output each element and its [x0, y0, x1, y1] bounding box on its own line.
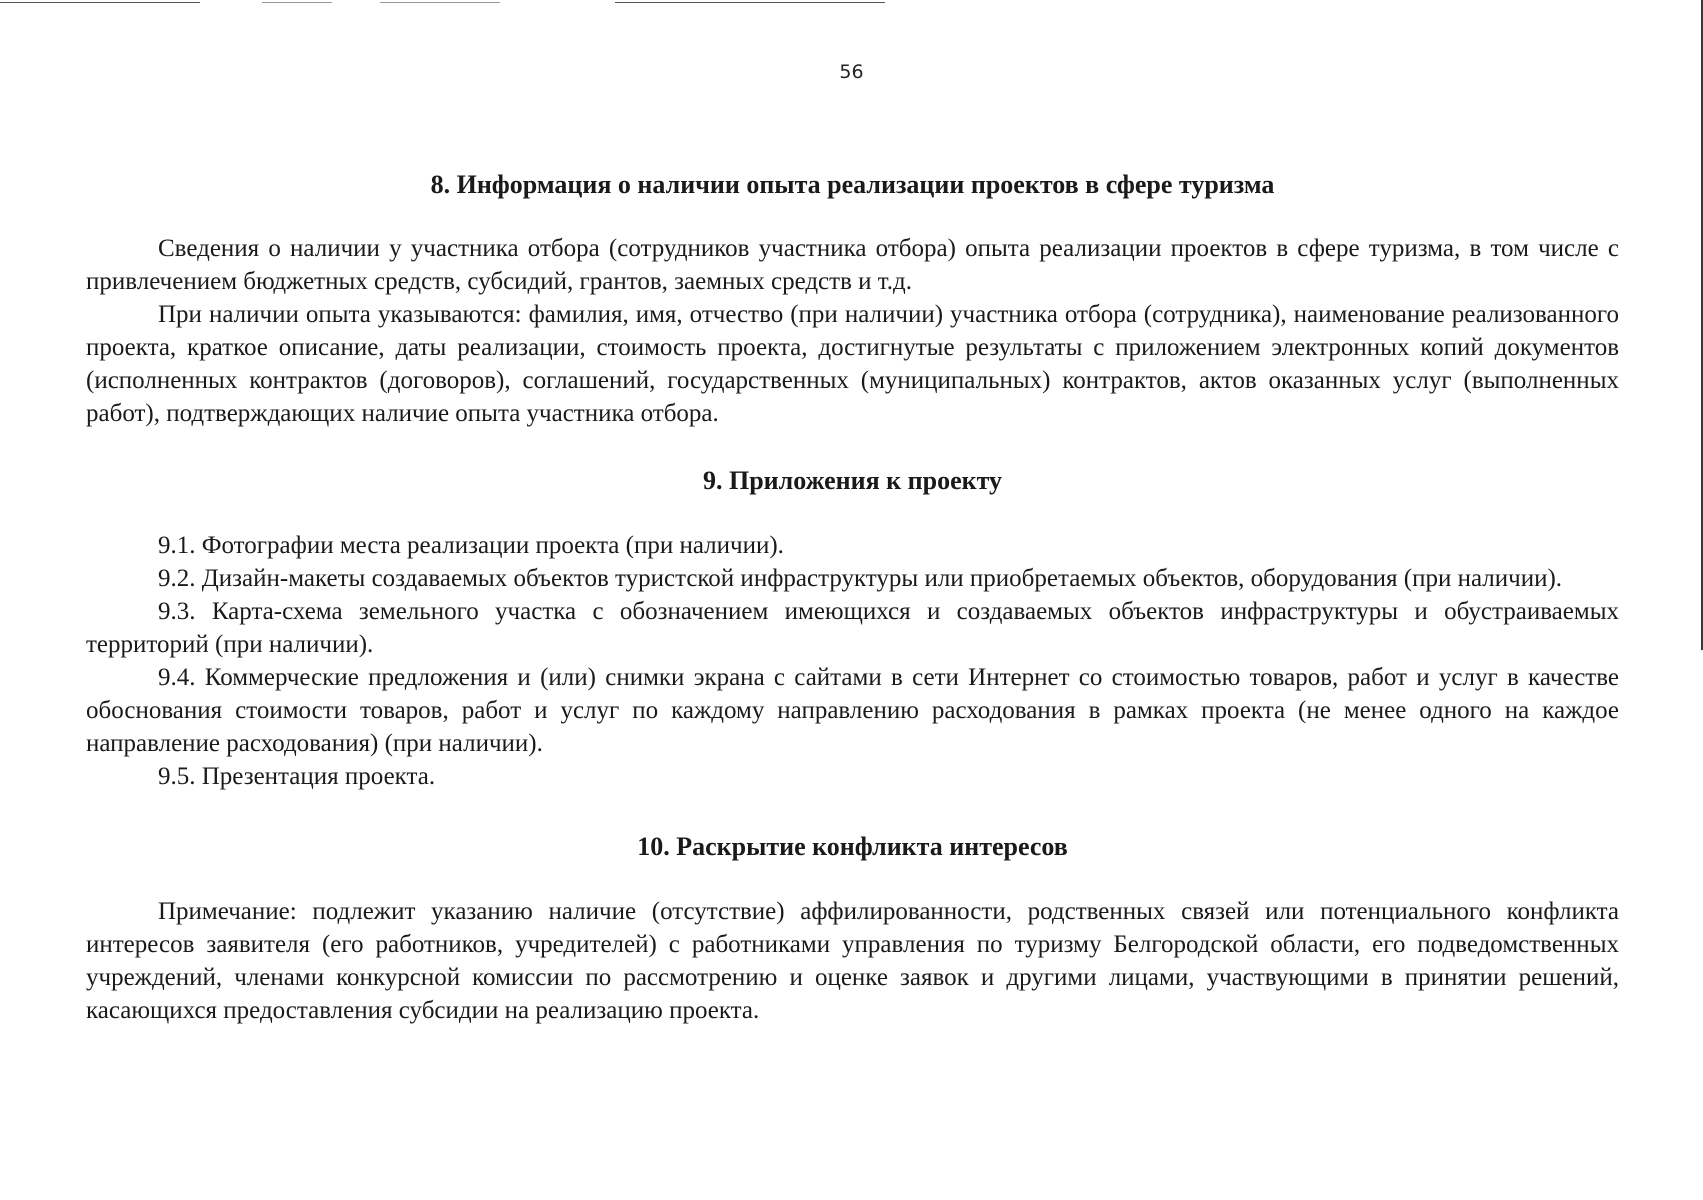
scan-artifact-line	[262, 2, 332, 3]
scan-artifact-line	[0, 2, 200, 3]
section-8-heading: 8. Информация о наличии опыта реализации проектов в сфере туризма	[430, 170, 1275, 199]
section-8-paragraph: Сведения о наличии у участника отбора (сотрудников участника отбора) опыта реализации проектов в сфере туризма, в том числе с привлечением бюджетных средств, субсидий, грантов, заемных средств и т.д.	[86, 235, 1619, 295]
document-body	[86, 168, 1619, 1027]
section-9-item: 9.3. Карта-схема земельного участка с обозначением имеющихся и создаваемых объектов инфраструктуры и обустраиваемых территорий (при наличии).	[86, 598, 1619, 658]
section-8-paragraph: При наличии опыта указываются: фамилия, имя, отчество (при наличии) участника отбора (сотрудника), наименование реализованного проекта, краткое описание, даты реализации, стоимость проекта, достигнутые результаты с приложением электронных копий документов (исполненных контрактов (договоров), соглашений, государственных (муниципальных) контрактов, актов оказанных услуг (выполненных работ), подтверждающих наличие опыта участника отбора.	[86, 301, 1619, 427]
page-number: 56	[839, 61, 864, 83]
section-9-item: 9.5. Презентация проекта.	[158, 763, 436, 790]
section-9-item: 9.2. Дизайн-макеты создаваемых объектов туристской инфраструктуры или приобретаемых объектов, оборудования (при наличии).	[158, 565, 1563, 592]
scan-artifact-line	[380, 2, 500, 3]
section-9-heading: 9. Приложения к проекту	[702, 466, 1003, 495]
section-10-heading: 10. Раскрытие конфликта интересов	[637, 832, 1068, 861]
section-9-item: 9.1. Фотографии места реализации проекта (при наличии).	[158, 532, 784, 559]
section-10-paragraph: Примечание: подлежит указанию наличие (отсутствие) аффилированности, родственных связей или потенциального конфликта интересов заявителя (его работников, учредителей) с работниками управления по туризму Белгородской области, его подведомственных учреждений, членами конкурсной комиссии по рассмотрению и оценке заявок и другими лицами, участвующими в принятии решений, касающихся предоставления субсидии на реализацию проекта.	[86, 898, 1619, 1024]
scan-artifact-line	[615, 2, 885, 3]
section-9-item: 9.4. Коммерческие предложения и (или) снимки экрана с сайтами в сети Интернет со стоимостью товаров, работ и услуг в качестве обоснования стоимости товаров, работ и услуг по каждому направлению расходования в рамках проекта (не менее одного на каждое направление расходования) (при наличии).	[86, 664, 1619, 757]
